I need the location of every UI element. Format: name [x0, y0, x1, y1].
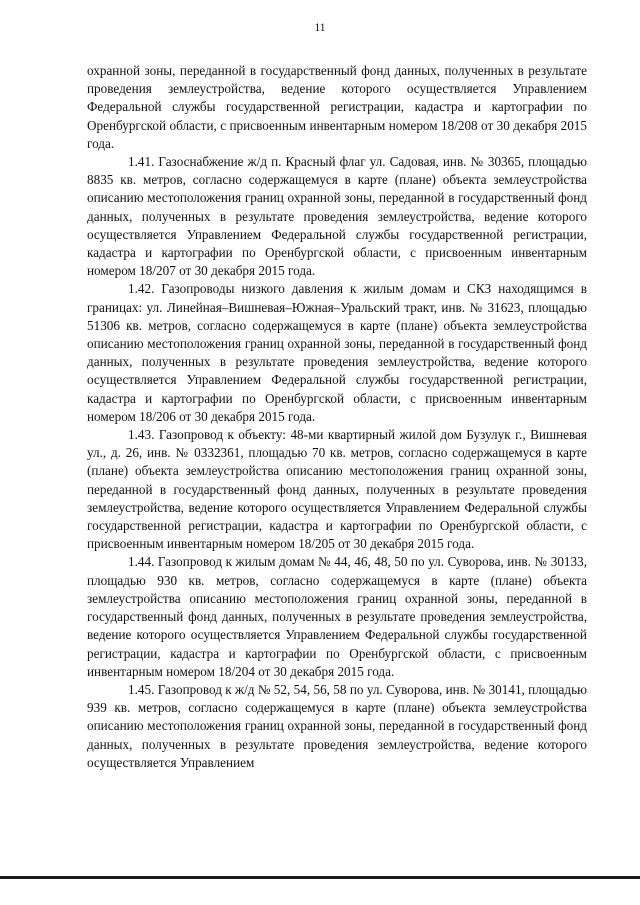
paragraph-continuation: охранной зоны, переданной в государственный фонд данных, полученных в результате проведения землеустройства, ведение которого осуществляется Управлением Федеральной службы государственной регистрации, кадастра и картографии по Оренбургской области, с присвоенным инвентарным номером 18/208 от 30 декабря 2015 года.	[87, 63, 587, 151]
document-body	[87, 62, 587, 772]
paragraph-item-1-45: 1.45. Газопровод к ж/д № 52, 54, 56, 58 по ул. Суворова, инв. № 30141, площадью 939 кв. метров, согласно содержащемуся в карте (плане) объекта землеустройства описанию местоположения границ охранной зоны, переданной в государственный фонд данных, полученных в результате проведения землеустройства, ведение которого осуществляется Управлением	[87, 681, 587, 770]
paragraph-item-1-41: 1.41. Газоснабжение ж/д п. Красный флаг ул. Садовая, инв. № 30365, площадью 8835 кв. метров, согласно содержащемуся в карте (плане) объекта землеустройства описанию местоположения границ охранной зоны, переданной в государственный фонд данных, полученных в результате проведения землеустройства, ведение которого осуществляется Управлением Федеральной службы государственной регистрации, кадастра и картографии по Оренбургской области, с присвоенным инвентарным номером 18/207 от 30 декабря 2015 года.	[87, 154, 587, 279]
paragraph-item-1-42: 1.42. Газопроводы низкого давления к жилым домам и СКЗ находящимся в границах: ул. Линейная–Вишневая–Южная–Уральский тракт, инв. № 31623, площадью 51306 кв. метров, согласно содержащемуся в карте (плане) объекта землеустройства описанию местоположения границ охранной зоны, переданной в государственный фонд данных, полученных в результате проведения землеустройства, ведение которого осуществляется Управлением Федеральной службы государственной регистрации, кадастра и картографии по Оренбургской области, с присвоенным инвентарным номером 18/206 от 30 декабря 2015 года.	[87, 281, 587, 424]
paragraph-item-1-44: 1.44. Газопровод к жилым домам № 44, 46, 48, 50 по ул. Суворова, инв. № 30133, площадью 930 кв. метров, согласно содержащемуся в карте (плане) объекта землеустройства описанию местоположения границ охранной зоны, переданной в государственный фонд данных, полученных в результате проведения землеустройства, ведение которого осуществляется Управлением Федеральной службы государственной регистрации, кадастра и картографии по Оренбургской области, с присвоенным инвентарным номером 18/204 от 30 декабря 2015 года.	[87, 554, 587, 679]
bottom-scan-rule	[0, 876, 640, 879]
page-number: 11	[314, 22, 326, 34]
paragraph-item-1-43: 1.43. Газопровод к объекту: 48-ми квартирный жилой дом Бузулук г., Вишневая ул., д. 26, инв. № 0332361, площадью 70 кв. метров, согласно содержащемуся в карте (плане) объекта землеустройства описанию местоположения границ охранной зоны, переданной в государственный фонд данных, полученных в результате проведения землеустройства, ведение которого осуществляется Управлением Федеральной службы государственной регистрации, кадастра и картографии по Оренбургской области, с присвоенным инвентарным номером 18/205 от 30 декабря 2015 года.	[87, 427, 587, 552]
